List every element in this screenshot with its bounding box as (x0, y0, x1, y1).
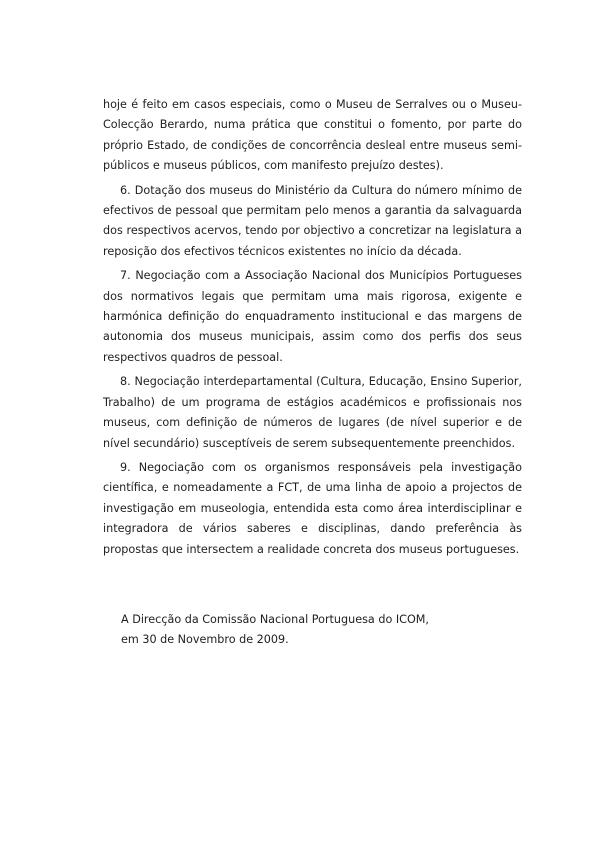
document-body (103, 95, 522, 560)
paragraph-item-7: 7. Negociação com a Associação Nacional dos Municípios Portugueses dos normativos legais que permitam uma mais rigorosa, exigente e harmónica definição do enquadramento institucional e das margens de autonomia dos museus municipais, assim como dos perfis dos seus respectivos quadros de pessoal. (103, 269, 522, 364)
paragraph-continuation: hoje é feito em casos especiais, como o Museu de Serralves ou o Museu-Colecção Berardo, numa prática que constitui o fomento, por parte do próprio Estado, de condições de concorrência desleal entre museus semi-públicos e museus públicos, com manifesto prejuízo destes). (103, 98, 522, 173)
paragraph-item-8: 8. Negociação interdepartamental (Cultura, Educação, Ensino Superior, Trabalho) de um programa de estágios académicos e profissionais nos museus, com definição de números de lugares (de nível superior e de nível secundário) susceptíveis de serem subsequentemente preenchidos. (103, 375, 522, 450)
signature-line-date: em 30 de Novembro de 2009. (121, 633, 289, 647)
paragraph-item-9: 9. Negociação com os organismos responsáveis pela investigação científica, e nomeadamente a FCT, de uma linha de apoio a projectos de investigação em museologia, entendida esta como área interdisciplinar e integradora de vários saberes e disciplinas, dando preferência às propostas que intersectem a realidade concreta dos museus portugueses. (103, 460, 522, 556)
signature-line-organization: A Direcção da Comissão Nacional Portuguesa do ICOM, (121, 613, 429, 626)
paragraph-item-6: 6. Dotação dos museus do Ministério da Cultura do número mínimo de efectivos de pessoal que permitam pelo menos a garantia da salvaguarda dos respectivos acervos, tendo por objectivo a concretizar na legislatura a reposição dos efectivos técnicos existentes no início da década. (103, 183, 522, 258)
signature-block (121, 610, 541, 651)
